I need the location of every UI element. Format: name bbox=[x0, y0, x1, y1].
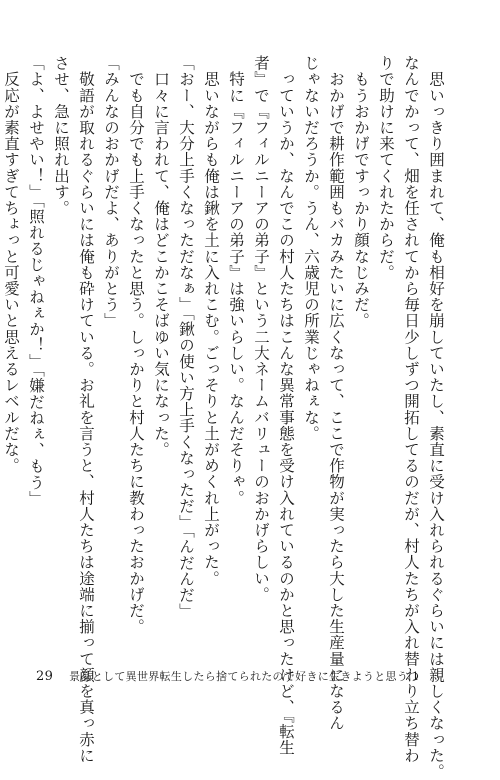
text-line: 敬語が取れるぐらいには俺も砕けている。お礼を言うと、村人たちは途端に揃って顔を真っ赤に bbox=[77, 55, 95, 764]
text-line: もうおかげですっかり顔なじみだ。 bbox=[352, 55, 370, 329]
text-line: 反応が素直すぎてちょっと可愛いと思えるレベルだな。 bbox=[2, 55, 20, 474]
page-number: 29 bbox=[36, 669, 54, 684]
text-line: 「おー、大分上手くなっただなぁ」「鍬の使い方上手くなっただ」「んだんだ」 bbox=[177, 55, 195, 620]
text-line: じゃないだろうか。うん、六歳児の所業じゃねぇな。 bbox=[302, 55, 320, 442]
text-line: 特に『フィルニーアの弟子』は強いらしい。なんだそりゃ。 bbox=[227, 55, 245, 506]
text-line: っていうか、なんでこの村人たちはこんな異常事態を受け入れているのかと思ったけど、『転生 bbox=[277, 55, 295, 756]
text-line: 「よ、よせやい！」「照れるじゃねぇか！」「嫌だねぇ、もう」 bbox=[27, 55, 45, 507]
page-footer bbox=[36, 668, 419, 684]
text-line: 者』で『フィルニーアの弟子』という二大ネームバリューのおかげらしい。 bbox=[252, 55, 270, 603]
text-line: 思いっきり囲まれて、俺も相好を崩していたし、素直に受け入れられるぐらいには親しくなった。 bbox=[427, 55, 445, 780]
text-line: 「みんなのおかげだよ、ありがとう」 bbox=[102, 55, 120, 329]
text-line: りで助けに来てくれたからだ。 bbox=[377, 55, 395, 281]
book-title: 景品として異世界転生したら捨てられたので好きに生きようと思う 1 bbox=[69, 670, 420, 683]
text-line: させ、急に照れ出す。 bbox=[52, 55, 70, 216]
text-line: でも自分でも上手くなったと思う。しっかりと村人たちに教わったおかげだ。 bbox=[127, 55, 145, 635]
text-line: おかげで耕作範囲もバカみたいに広くなって、ここで作物が実ったら大した生産量になるん bbox=[327, 55, 345, 732]
text-line: なんでかって、畑を任されてから毎日少しずつ開拓してるのだが、村人たちが入れ替わり立ち替わ bbox=[402, 55, 420, 764]
text-line: 思いながらも俺は鍬を土に入れこむ。ごっそりと土がめくれ上がった。 bbox=[202, 55, 220, 587]
text-line: 口々に言われて、俺はどこかこそばゆい気になった。 bbox=[152, 55, 170, 458]
